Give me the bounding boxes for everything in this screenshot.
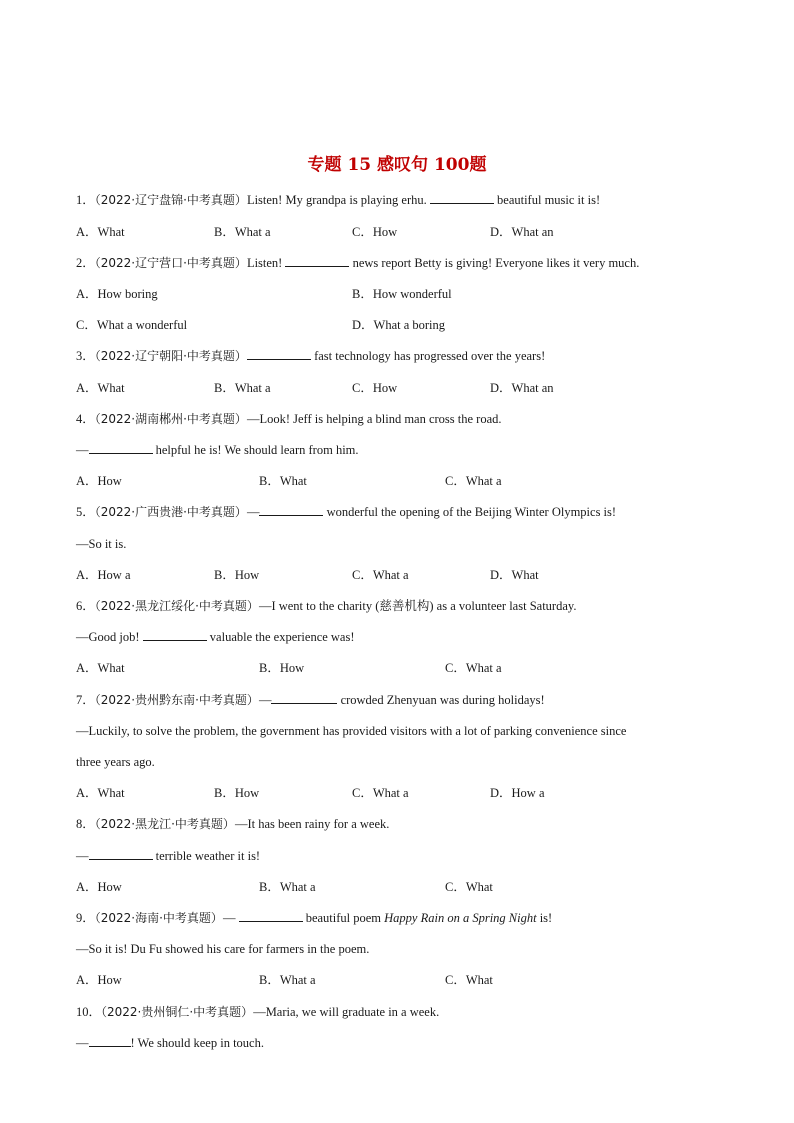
option-b: B．How [214,568,260,582]
question-source: （2022·黑龙江·中考真题） [94,817,235,831]
option-b: B．What [259,474,307,488]
reply-text: valuable the experience was! [206,630,355,644]
question-number: 6． [76,599,95,613]
answer-blank [285,254,349,267]
option-b: B．What a [214,381,271,395]
question-source: （2022·海南·中考真题） [94,911,223,925]
question-8 [76,815,754,833]
question-4-reply: — helpful he is! We should learn from him. [76,443,359,457]
question-number: 4． [76,412,95,426]
question-text: — [246,505,260,519]
option-a: A．What [76,381,125,395]
option-c: C．What [445,973,493,987]
option-b: B．How [259,661,305,675]
option-a: A．How [76,474,122,488]
question-6-reply [76,628,754,646]
option-c: C．What a [445,661,502,675]
question-source: （2022·辽宁盘锦·中考真题） [94,193,247,207]
question-text: beautiful poem [302,911,385,925]
question-9 [76,909,754,927]
question-7 [76,691,754,709]
question-source: （2022·黑龙江绥化·中考真题） [94,599,259,613]
question-7-reply: —Luckily, to solve the problem, the government has provided visitors with a lot of parking convenience since [76,724,627,738]
question-source: （2022·辽宁营口·中考真题） [94,256,247,270]
question-source: （2022·辽宁朝阳·中考真题） [94,349,247,363]
option-b: B．How wonderful [352,287,452,301]
option-b: B．What a [259,880,316,894]
question-5 [76,503,754,521]
question-text: fast technology has progressed over the years! [310,349,546,363]
reply-text: helpful he is! We should learn from him. [152,443,359,457]
question-text: news report Betty is giving! Everyone likes it very much. [349,256,640,270]
option-c: C．How [352,225,398,239]
option-a: A．How boring [76,287,158,301]
option-a: A．What [76,661,125,675]
question-6 [76,597,754,615]
reply-text: ! We should keep in touch. [130,1036,264,1050]
question-4 [76,410,754,428]
answer-blank [430,191,494,204]
answer-blank [259,503,323,516]
question-text: is! [536,911,553,925]
option-d: D．What a boring [352,318,446,332]
question-5-reply: —So it is. [76,537,127,551]
question-text: —Look! Jeff is helping a blind man cross the road. [246,412,502,426]
question-number: 8． [76,817,95,831]
question-10-reply: — ! We should keep in touch. [76,1036,264,1050]
option-a: A．How [76,973,122,987]
question-text: crowded Zhenyuan was during holidays! [337,693,545,707]
answer-blank [89,441,153,454]
reply-text: —Good job! [76,630,143,644]
answer-blank [239,909,303,922]
option-d: D．How a [490,786,545,800]
question-8-reply: — terrible weather it is! [76,849,261,863]
option-c: C．What a [352,786,409,800]
question-number: 3． [76,349,95,363]
question-number: 5． [76,505,95,519]
option-c: C．What a [352,568,409,582]
option-a: A．How [76,880,122,894]
reply-text: terrible weather it is! [152,849,261,863]
question-2 [76,254,754,272]
question-number: 10． [76,1005,102,1019]
option-c: C．How [352,381,398,395]
page-title: 专题 15 感叹句 100题 [307,155,487,175]
question-source: （2022·广西贵港·中考真题） [94,505,247,519]
question-number: 7． [76,693,95,707]
question-text: —I went to the charity (慈善机构) as a volunteer last Saturday. [258,599,577,613]
option-d: D．What [490,568,539,582]
question-text: wonderful the opening of the Beijing Winter Olympics is! [323,505,617,519]
answer-blank [271,691,337,704]
answer-blank [89,847,153,860]
option-d: D．What an [490,381,554,395]
option-c: C．What a [445,474,502,488]
option-b: B．What a [259,973,316,987]
question-source: （2022·湖南郴州·中考真题） [94,412,247,426]
answer-blank [143,628,207,641]
question-1 [76,191,754,209]
question-number: 9． [76,911,95,925]
option-c: C．What [445,880,493,894]
question-number: 2． [76,256,95,270]
question-text: beautiful music it is! [493,193,601,207]
question-3 [76,347,754,365]
question-number: 1． [76,193,95,207]
question-source: （2022·贵州黔东南·中考真题） [94,693,259,707]
option-a: A．What [76,786,125,800]
question-text: Listen! [246,256,286,270]
question-text: Listen! My grandpa is playing erhu. [246,193,430,207]
question-text: —Maria, we will graduate in a week. [253,1005,440,1019]
question-7-reply-cont: three years ago. [76,755,155,769]
question-9-reply: —So it is! Du Fu showed his care for farmers in the poem. [76,942,370,956]
question-10 [76,1003,754,1021]
option-d: D．What an [490,225,554,239]
poem-title: Happy Rain on a Spring Night [384,911,537,925]
option-a: A．How a [76,568,131,582]
option-a: A．What [76,225,125,239]
question-text: —It has been rainy for a week. [234,817,390,831]
option-b: B．How [214,786,260,800]
option-c: C．What a wonderful [76,318,188,332]
answer-blank [247,347,311,360]
question-text: — [258,693,272,707]
question-source: （2022·贵州铜仁·中考真题） [101,1005,254,1019]
answer-blank [89,1034,131,1047]
option-b: B．What a [214,225,271,239]
question-text: — [222,911,239,925]
